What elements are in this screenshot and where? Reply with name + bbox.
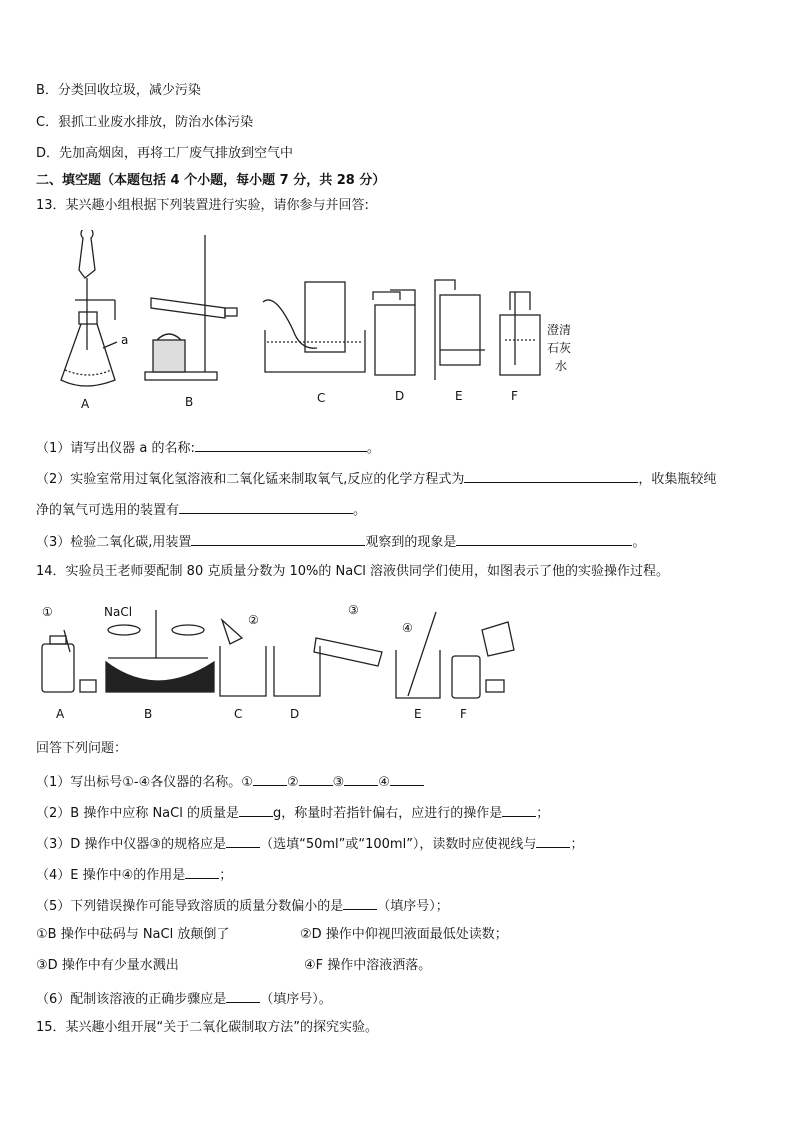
- q13-part2: [36, 468, 716, 489]
- q14-part3: [36, 833, 583, 854]
- q13-answer-2b[interactable]: [179, 499, 353, 514]
- fig13-label-d: D: [395, 389, 405, 403]
- q14-part2-text-b: g，称量时若指针偏右，应进行的操作是: [272, 806, 503, 821]
- q14-answer-1-4[interactable]: [390, 771, 424, 786]
- op-d-cylinder: [314, 638, 382, 666]
- fig13-label-e: E: [455, 389, 463, 403]
- section-heading: 二、填空题（本题包括 4 个小题，每小题 7 分，共 28 分）: [36, 173, 386, 188]
- q14-part2-text: （2）B 操作中应称 NaCl 的质量是: [36, 806, 239, 821]
- q14-part3-end: ；: [570, 837, 584, 852]
- q14-apparatus-figure: [36, 600, 556, 725]
- fig13-f-text-2: 石灰: [547, 341, 572, 355]
- fig13-f-text-3: 水: [555, 359, 568, 373]
- q14-part6: [36, 988, 332, 1009]
- q14-part3-text: （3）D 操作中仪器③的规格应是: [36, 837, 227, 852]
- q14-answer-1-3[interactable]: [344, 771, 378, 786]
- option-d: D．先加高烟囱，再将工厂废气排放到空气中: [36, 146, 294, 161]
- q13-answer-2a[interactable]: [464, 468, 638, 483]
- q14-part6-text-b: （填序号）。: [260, 992, 332, 1007]
- fig14-label-b: B: [144, 707, 153, 721]
- q14-part6-text: （6）配制该溶液的正确步骤应是: [36, 992, 227, 1007]
- q14-answer-3a[interactable]: [226, 833, 260, 848]
- q14-part4-text: （4）E 操作中④的作用是: [36, 868, 186, 883]
- op-d-beaker: [274, 646, 320, 696]
- q14-error-1: ①B 操作中砝码与 NaCl 放颠倒了: [36, 927, 230, 942]
- q14-part5-text-b: （填序号）；: [377, 899, 449, 914]
- fig14-num-2: ②: [248, 613, 259, 627]
- q14-error-4: ④F 操作中溶液洒落。: [304, 958, 432, 973]
- q13-part3-text-b: 观察到的现象是: [365, 535, 457, 550]
- fig13-label-a: A: [81, 397, 90, 410]
- fig13-label-f: F: [511, 389, 518, 403]
- q14-error-3: ③D 操作中有少量水溅出: [36, 958, 179, 973]
- q14-answer-intro: 回答下列问题：: [36, 741, 128, 756]
- fig14-label-d: D: [290, 707, 300, 721]
- q14-part5-text: （5）下列错误操作可能导致溶质的质量分数偏小的是: [36, 899, 344, 914]
- q13-part1-end: 。: [366, 441, 380, 456]
- q13-part3-text: （3）检验二氧化碳,用装置: [36, 535, 192, 550]
- option-b: B．分类回收垃圾，减少污染: [36, 83, 201, 98]
- q14-part1: [36, 771, 424, 792]
- q13-part2-cont: [36, 499, 366, 520]
- q14-part1-2: ②: [286, 775, 299, 790]
- fig14-label-c: C: [234, 707, 243, 721]
- q14-answer-1-2[interactable]: [299, 771, 333, 786]
- q14-part4-end: ；: [219, 868, 233, 883]
- apparatus-b: [145, 235, 237, 380]
- q13-part3: [36, 531, 645, 552]
- q14-answer-3b[interactable]: [536, 833, 570, 848]
- apparatus-f: [500, 292, 540, 375]
- q15-stem: 15．某兴趣小组开展“关于二氧化碳制取方法”的探究实验。: [36, 1020, 379, 1035]
- apparatus-d: [373, 290, 415, 375]
- q14-answer-6[interactable]: [226, 988, 260, 1003]
- fig14-num-4: ④: [402, 621, 413, 635]
- op-b-balance: [106, 610, 214, 692]
- q13-stem: 13．某兴趣小组根据下列装置进行实验，请你参与并回答:: [36, 198, 369, 213]
- q13-part2-end: 。: [353, 503, 367, 518]
- fig14-num-3: ③: [348, 603, 359, 617]
- q14-part2-end: ；: [536, 806, 550, 821]
- q13-part2-text-b: ，收集瓶较纯: [638, 472, 717, 487]
- fig14-nacl: NaCl: [104, 605, 133, 619]
- fig13-label-c: C: [317, 391, 326, 405]
- q13-part3-end: 。: [632, 535, 646, 550]
- fig13-a-label: a: [121, 333, 129, 347]
- q14-part2: [36, 802, 549, 823]
- q13-part1: [36, 437, 380, 458]
- apparatus-a: [61, 230, 128, 386]
- fig14-label-a: A: [56, 707, 65, 721]
- q14-errors-row-1: [36, 926, 508, 944]
- q14-part5: [36, 895, 449, 916]
- q14-part1-text: （1）写出标号①-④各仪器的名称。①: [36, 775, 253, 790]
- apparatus-e: [435, 280, 485, 380]
- q13-answer-3b[interactable]: [456, 531, 632, 546]
- op-c-beaker: [220, 620, 266, 696]
- option-c: C．狠抓工业废水排放，防治水体污染: [36, 115, 254, 130]
- q13-answer-1[interactable]: [195, 437, 367, 452]
- q13-apparatus-figure: [55, 230, 595, 410]
- q14-error-2: ②D 操作中仰视凹液面最低处读数；: [300, 927, 508, 942]
- q14-errors-row-2: [36, 957, 431, 975]
- fig14-num-1: ①: [42, 605, 53, 619]
- q13-answer-3a[interactable]: [191, 531, 365, 546]
- apparatus-c: [263, 282, 365, 372]
- q14-part1-4: ④: [378, 775, 390, 790]
- q14-answer-2a[interactable]: [239, 802, 273, 817]
- q14-part4: [36, 864, 232, 885]
- q14-stem: 14．实验员王老师要配制 80 克质量分数为 10%的 NaCl 溶液供同学们使用，如图表示了他的实验操作过程。: [36, 564, 670, 579]
- fig13-label-b: B: [185, 395, 194, 409]
- q14-part1-3: ③: [332, 775, 345, 790]
- q14-part3-text-b: （选填“50ml”或“100ml”），读数时应使视线与: [260, 837, 537, 852]
- q13-part2-text: （2）实验室常用过氧化氢溶液和二氧化锰来制取氧气,反应的化学方程式为: [36, 472, 465, 487]
- q14-answer-5[interactable]: [343, 895, 377, 910]
- op-a-reagent-bottle: [42, 630, 96, 692]
- q13-part1-text: （1）请写出仪器 a 的名称:: [36, 441, 195, 456]
- q14-answer-2b[interactable]: [502, 802, 536, 817]
- q14-answer-1-1[interactable]: [253, 771, 287, 786]
- fig14-label-e: E: [414, 707, 422, 721]
- q13-part2-text-c: 净的氧气可选用的装置有: [36, 503, 180, 518]
- fig14-label-f: F: [460, 707, 467, 721]
- fig13-f-text-1: 澄清: [547, 323, 572, 337]
- q14-answer-4[interactable]: [185, 864, 219, 879]
- op-f-bottle: [452, 622, 514, 698]
